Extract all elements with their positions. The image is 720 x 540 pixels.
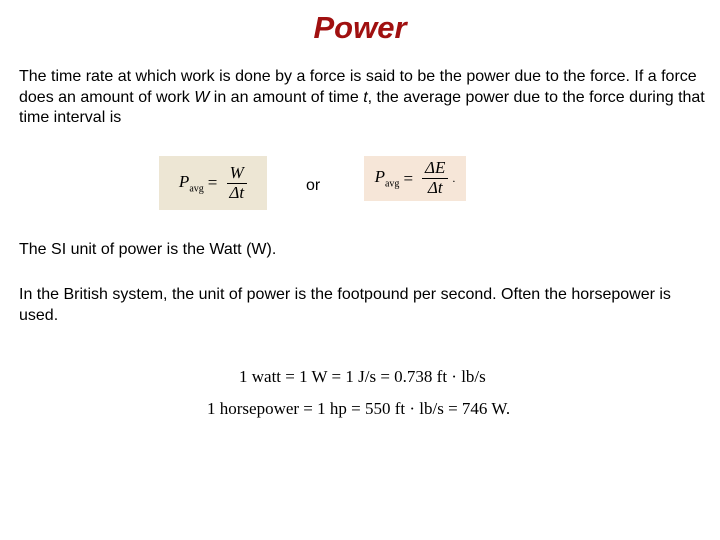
formula2-lhs bbox=[375, 167, 400, 189]
formula2-symbol: P bbox=[374, 167, 385, 187]
work-variable: W bbox=[194, 88, 210, 106]
formula1-lhs bbox=[179, 172, 204, 194]
formula1-numerator: W bbox=[227, 164, 247, 184]
definition-text-2: in an amount of time bbox=[209, 88, 364, 106]
formula1-equals: = bbox=[207, 173, 218, 192]
horsepower-conversion: 1 horsepower = 1 hp = 550 ft · lb/s = 746 W. bbox=[207, 399, 511, 418]
average-power-energy-formula bbox=[364, 156, 466, 201]
definition-text-3: , the average power due to the force during that time interval is bbox=[19, 88, 705, 126]
page-title: Power bbox=[313, 10, 407, 45]
formula1-symbol: P bbox=[178, 171, 190, 191]
formula1-fraction bbox=[226, 164, 247, 202]
time-variable: t bbox=[363, 88, 368, 106]
definition-text-1: The time rate at which work is done by a force is said to be the power due to the force. If a force does an amount of work bbox=[19, 68, 697, 106]
british-unit-paragraph: In the British system, the unit of power is the footpound per second. Often the horsepower is used. bbox=[19, 286, 671, 324]
average-power-work-formula bbox=[159, 156, 267, 210]
formula2-period: . bbox=[452, 171, 456, 185]
formula1-denominator: Δt bbox=[229, 182, 245, 202]
formula1-subscript: avg bbox=[189, 183, 204, 195]
formula2-equals: = bbox=[403, 168, 414, 188]
formula2-denominator: Δt bbox=[427, 178, 443, 197]
si-unit-paragraph: The SI unit of power is the Watt (W). bbox=[19, 241, 277, 258]
formula2-subscript: avg bbox=[384, 178, 400, 190]
or-separator: or bbox=[306, 177, 321, 194]
formula2-numerator: ΔE bbox=[422, 159, 448, 179]
definition-paragraph bbox=[19, 67, 709, 129]
watt-conversion: 1 watt = 1 W = 1 J/s = 0.738 ft · lb/s bbox=[239, 367, 486, 386]
formula2-fraction bbox=[422, 159, 448, 197]
